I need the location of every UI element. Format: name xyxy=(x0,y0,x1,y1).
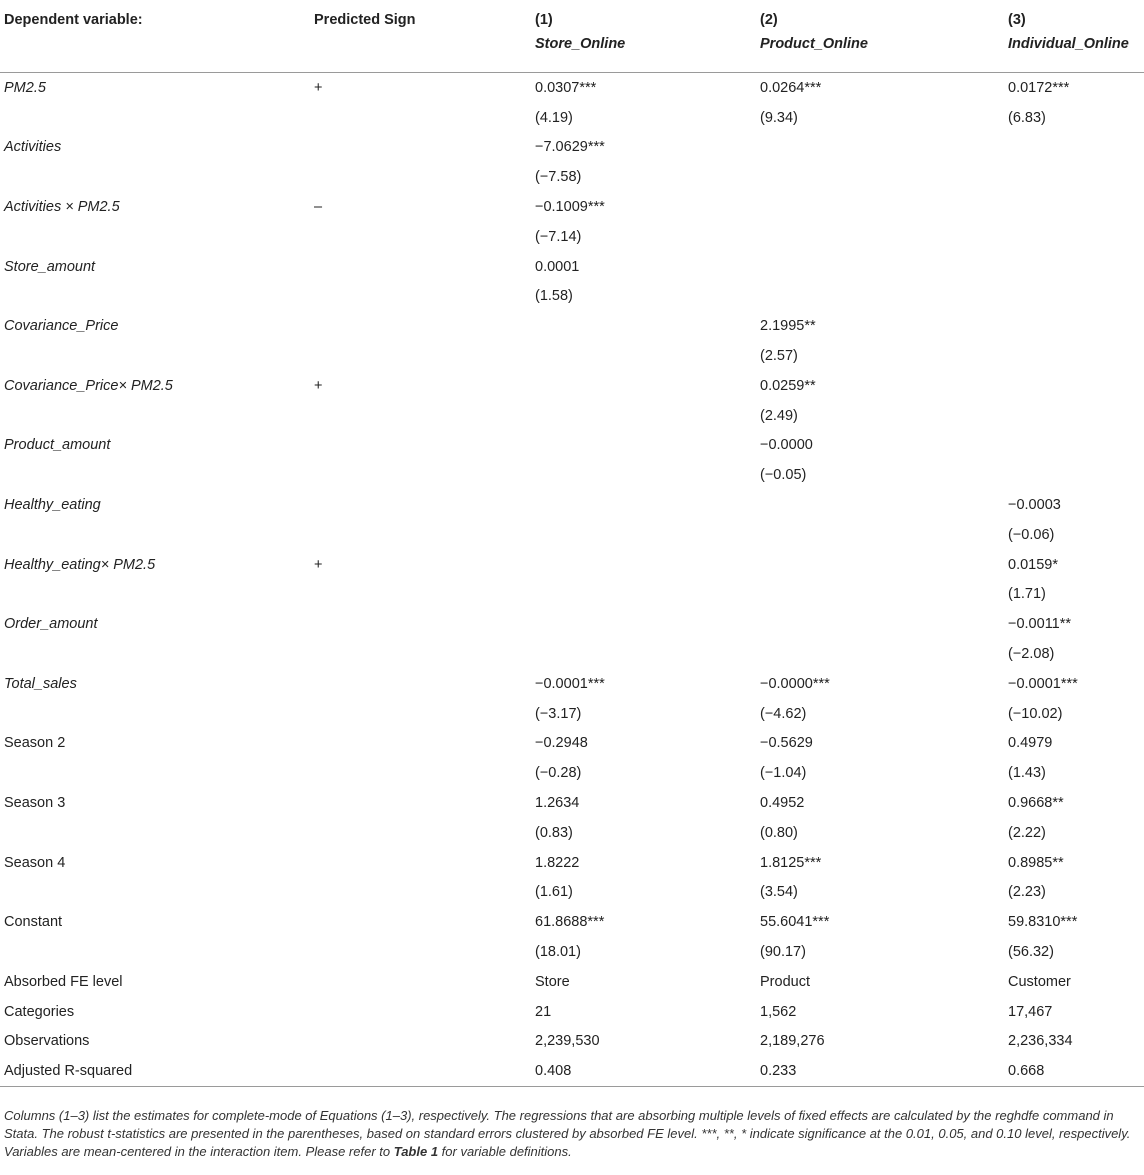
predicted-sign-cell xyxy=(310,907,531,937)
table-footnote xyxy=(4,1107,1138,1161)
column-2-number: (2) xyxy=(760,12,778,28)
column-2-value xyxy=(756,162,1004,192)
column-2-value: 2,189,276 xyxy=(760,1033,825,1050)
predicted-sign-cell xyxy=(310,967,531,997)
column-3-value: (−0.06) xyxy=(1008,526,1055,543)
predicted-sign-cell xyxy=(310,311,531,341)
regression-table xyxy=(0,6,1144,1087)
column-3-value: (6.83) xyxy=(1008,109,1046,126)
predicted-sign-cell xyxy=(310,133,531,163)
column-1-value xyxy=(531,341,756,371)
column-3-value: (1.71) xyxy=(1008,586,1046,603)
predicted-sign-cell xyxy=(310,997,531,1027)
column-3-number: (3) xyxy=(1008,12,1026,28)
row-label: Season 4 xyxy=(4,854,66,871)
column-2-value: 1,562 xyxy=(760,1003,797,1020)
row-label: Store_amount xyxy=(4,258,96,275)
predicted-sign-cell: – xyxy=(314,199,323,216)
predicted-sign-cell xyxy=(310,282,531,312)
row-label xyxy=(0,699,310,729)
table-row xyxy=(0,1056,1144,1086)
column-2-value xyxy=(756,639,1004,669)
column-3-value: 0.668 xyxy=(1008,1063,1045,1080)
column-3-value: (−10.02) xyxy=(1008,705,1063,722)
predicted-sign-cell xyxy=(310,729,531,759)
column-1-value: (−7.14) xyxy=(535,228,582,245)
column-3-value xyxy=(1004,162,1144,192)
row-label: Observations xyxy=(4,1033,90,1050)
column-3-value: −0.0011** xyxy=(1008,616,1072,633)
column-3-value xyxy=(1004,401,1144,431)
predicted-sign-cell xyxy=(310,818,531,848)
column-3-value xyxy=(1004,311,1144,341)
row-label: Activities xyxy=(4,139,62,156)
table-row xyxy=(0,490,1144,520)
column-1-value: 2,239,530 xyxy=(535,1033,600,1050)
column-3-value: (1.43) xyxy=(1008,765,1046,782)
predicted-sign-cell xyxy=(310,639,531,669)
predicted-sign-cell xyxy=(310,222,531,252)
column-3-value xyxy=(1004,460,1144,490)
column-3-value: (56.32) xyxy=(1008,944,1054,960)
column-2-value xyxy=(756,609,1004,639)
column-2-value: 0.0259** xyxy=(760,377,816,394)
header-row-1 xyxy=(0,6,1144,34)
row-label: Healthy_eating xyxy=(4,497,101,514)
header-row-2 xyxy=(0,34,1144,73)
column-1-value: −0.1009*** xyxy=(535,199,605,216)
column-1-value: Store xyxy=(535,973,570,990)
column-2-value xyxy=(756,490,1004,520)
predicted-sign-cell xyxy=(310,103,531,133)
column-1-value: (−0.28) xyxy=(535,765,582,782)
dependent-variable-header: Dependent variable: xyxy=(4,12,143,28)
row-label xyxy=(0,341,310,371)
column-1-value: −7.0629*** xyxy=(535,139,605,156)
column-1-value: (18.01) xyxy=(535,944,581,960)
predicted-sign-cell xyxy=(310,937,531,967)
predicted-sign-cell: + xyxy=(314,556,323,573)
table-row xyxy=(0,73,1144,103)
regression-table-wrapper xyxy=(0,6,1144,1087)
row-label xyxy=(0,401,310,431)
row-label: Covariance_Price× PM2.5 xyxy=(4,377,173,394)
column-1-value xyxy=(531,520,756,550)
table-row xyxy=(0,252,1144,282)
table-row xyxy=(0,460,1144,490)
predicted-sign-cell xyxy=(310,788,531,818)
table-row xyxy=(0,967,1144,997)
column-3-value xyxy=(1004,252,1144,282)
column-2-value: (−4.62) xyxy=(760,705,807,722)
column-3-value: 2,236,334 xyxy=(1008,1033,1073,1050)
column-3-name: Individual_Online xyxy=(1008,36,1129,52)
column-2-value: (90.17) xyxy=(760,944,806,960)
predicted-sign-cell xyxy=(310,1027,531,1057)
table-body xyxy=(0,73,1144,1087)
column-3-value xyxy=(1004,192,1144,222)
column-3-value xyxy=(1004,133,1144,163)
column-1-value: (1.61) xyxy=(535,884,573,901)
table-row xyxy=(0,818,1144,848)
table-row xyxy=(0,103,1144,133)
column-1-value xyxy=(531,580,756,610)
column-2-value: 0.4952 xyxy=(760,795,805,812)
column-2-value: Product xyxy=(760,973,810,990)
column-1-number: (1) xyxy=(535,12,553,28)
column-3-value xyxy=(1004,371,1144,401)
row-label xyxy=(0,222,310,252)
predicted-sign-cell xyxy=(310,1056,531,1086)
table-row xyxy=(0,907,1144,937)
table-row xyxy=(0,282,1144,312)
column-1-value: (0.83) xyxy=(535,824,573,841)
row-label xyxy=(0,758,310,788)
table-row xyxy=(0,669,1144,699)
predicted-sign-header: Predicted Sign xyxy=(314,12,416,28)
row-label: PM2.5 xyxy=(4,79,46,96)
column-2-value xyxy=(756,282,1004,312)
column-1-value: 0.0001 xyxy=(535,258,580,275)
row-label xyxy=(0,878,310,908)
column-2-value xyxy=(756,550,1004,580)
column-3-value xyxy=(1004,282,1144,312)
row-label: Categories xyxy=(4,1003,75,1020)
column-3-value: (−2.08) xyxy=(1008,646,1055,663)
column-2-name: Product_Online xyxy=(760,36,868,52)
column-2-value: (−0.05) xyxy=(760,467,807,484)
table-row xyxy=(0,133,1144,163)
row-label: Product_amount xyxy=(4,437,111,454)
footnote-text-end: for variable definitions. xyxy=(438,1144,572,1159)
column-2-value: (9.34) xyxy=(760,109,798,126)
predicted-sign-cell: + xyxy=(314,79,323,96)
column-2-value: 55.6041*** xyxy=(760,914,830,931)
table-row xyxy=(0,609,1144,639)
row-label xyxy=(0,103,310,133)
column-1-value xyxy=(531,431,756,461)
column-2-value xyxy=(756,133,1004,163)
row-label xyxy=(0,282,310,312)
predicted-sign-cell xyxy=(310,520,531,550)
column-2-value: (2.49) xyxy=(760,407,798,424)
column-1-name: Store_Online xyxy=(535,36,626,52)
predicted-sign-cell: + xyxy=(314,377,323,394)
column-2-value xyxy=(756,580,1004,610)
row-label: Absorbed FE level xyxy=(4,973,123,990)
table-row xyxy=(0,1027,1144,1057)
column-3-value: −0.0003 xyxy=(1008,497,1061,514)
column-2-value: 0.0264*** xyxy=(760,79,822,96)
predicted-sign-cell xyxy=(310,460,531,490)
column-1-value xyxy=(531,490,756,520)
row-label xyxy=(0,937,310,967)
table-row xyxy=(0,371,1144,401)
column-2-value xyxy=(756,222,1004,252)
column-1-value: 21 xyxy=(535,1003,552,1020)
row-label xyxy=(0,460,310,490)
row-label xyxy=(0,520,310,550)
table-row xyxy=(0,729,1144,759)
table-row xyxy=(0,580,1144,610)
column-1-value xyxy=(531,460,756,490)
column-1-value: (−3.17) xyxy=(535,705,582,722)
column-1-value xyxy=(531,550,756,580)
column-3-value xyxy=(1004,341,1144,371)
column-1-value xyxy=(531,639,756,669)
predicted-sign-cell xyxy=(310,341,531,371)
table-row xyxy=(0,341,1144,371)
predicted-sign-cell xyxy=(310,490,531,520)
row-label: Order_amount xyxy=(4,616,98,633)
table-row xyxy=(0,222,1144,252)
predicted-sign-cell xyxy=(310,431,531,461)
column-2-value xyxy=(756,192,1004,222)
footnote-text: Columns (1–3) list the estimates for complete-mode of Equations (1–3), respectively. The regressions that are absorbing multiple levels of fixed effects are calculated by the reghdfe command in Stata. The robust t-statistics are presented in the parentheses, based on standard errors clustered by absorbed FE level. ***, **, * indicate significance at the 0.01, 0.05, and 0.10 level, respectively. Variables are mean-centered in the interaction item. Please refer to xyxy=(4,1108,1131,1159)
column-1-value: 61.8688*** xyxy=(535,914,605,931)
table-row xyxy=(0,311,1144,341)
table-row xyxy=(0,192,1144,222)
table-row xyxy=(0,401,1144,431)
predicted-sign-cell xyxy=(310,252,531,282)
row-label: Activities × PM2.5 xyxy=(4,199,120,216)
column-1-value: 1.8222 xyxy=(535,854,580,871)
column-2-value: 0.233 xyxy=(760,1063,797,1080)
table-row xyxy=(0,699,1144,729)
predicted-sign-cell xyxy=(310,609,531,639)
column-1-value: (−7.58) xyxy=(535,169,582,186)
table-row xyxy=(0,550,1144,580)
column-2-value xyxy=(756,520,1004,550)
row-label xyxy=(0,639,310,669)
column-1-value xyxy=(531,609,756,639)
table-row xyxy=(0,848,1144,878)
column-3-value xyxy=(1004,222,1144,252)
table-row xyxy=(0,162,1144,192)
column-1-value: −0.0001*** xyxy=(535,675,605,692)
column-1-value: 0.408 xyxy=(535,1063,572,1080)
column-2-value: 2.1995** xyxy=(760,318,816,335)
column-3-value: 0.9668** xyxy=(1008,795,1064,812)
column-2-value: (−1.04) xyxy=(760,765,807,782)
column-2-value: −0.5629 xyxy=(760,735,813,752)
predicted-sign-cell xyxy=(310,580,531,610)
column-1-value xyxy=(531,371,756,401)
column-3-value: 0.4979 xyxy=(1008,735,1053,752)
table-row xyxy=(0,997,1144,1027)
table-row xyxy=(0,431,1144,461)
column-2-value: −0.0000 xyxy=(760,437,813,454)
table-row xyxy=(0,788,1144,818)
row-label xyxy=(0,580,310,610)
predicted-sign-cell xyxy=(310,848,531,878)
column-1-value: 0.0307*** xyxy=(535,79,597,96)
column-3-value xyxy=(1004,431,1144,461)
row-label: Season 2 xyxy=(4,735,66,752)
column-1-value xyxy=(531,401,756,431)
row-label: Covariance_Price xyxy=(4,318,119,335)
row-label: Total_sales xyxy=(4,675,77,692)
table-row xyxy=(0,520,1144,550)
column-1-value xyxy=(531,311,756,341)
column-3-value: 17,467 xyxy=(1008,1003,1053,1020)
row-label xyxy=(0,162,310,192)
row-label: Season 3 xyxy=(4,795,66,812)
column-2-value xyxy=(756,252,1004,282)
column-3-value: 0.8985** xyxy=(1008,854,1064,871)
column-3-value: 0.0159* xyxy=(1008,556,1058,573)
column-1-value: −0.2948 xyxy=(535,735,588,752)
column-3-value: 59.8310*** xyxy=(1008,914,1078,931)
table-row xyxy=(0,758,1144,788)
predicted-sign-cell xyxy=(310,758,531,788)
predicted-sign-cell xyxy=(310,669,531,699)
predicted-sign-cell xyxy=(310,162,531,192)
column-1-value: 1.2634 xyxy=(535,795,580,812)
predicted-sign-cell xyxy=(310,878,531,908)
column-2-value: (2.57) xyxy=(760,348,798,365)
column-2-value: (0.80) xyxy=(760,824,798,841)
table-row xyxy=(0,639,1144,669)
column-2-value: (3.54) xyxy=(760,884,798,901)
column-1-value: (4.19) xyxy=(535,109,573,126)
row-label: Constant xyxy=(4,914,63,931)
column-2-value: 1.8125*** xyxy=(760,854,822,871)
predicted-sign-cell xyxy=(310,401,531,431)
table-row xyxy=(0,937,1144,967)
table-row xyxy=(0,878,1144,908)
column-3-value: −0.0001*** xyxy=(1008,675,1078,692)
table-1-link[interactable]: Table 1 xyxy=(393,1144,439,1159)
predicted-sign-cell xyxy=(310,699,531,729)
column-2-value: −0.0000*** xyxy=(760,675,830,692)
column-3-value: Customer xyxy=(1008,973,1071,990)
column-3-value: 0.0172*** xyxy=(1008,79,1070,96)
row-label: Adjusted R-squared xyxy=(4,1063,133,1080)
column-3-value: (2.23) xyxy=(1008,884,1046,901)
row-label xyxy=(0,818,310,848)
row-label: Healthy_eating× PM2.5 xyxy=(4,556,156,573)
column-3-value: (2.22) xyxy=(1008,824,1046,841)
column-1-value: (1.58) xyxy=(535,288,573,305)
